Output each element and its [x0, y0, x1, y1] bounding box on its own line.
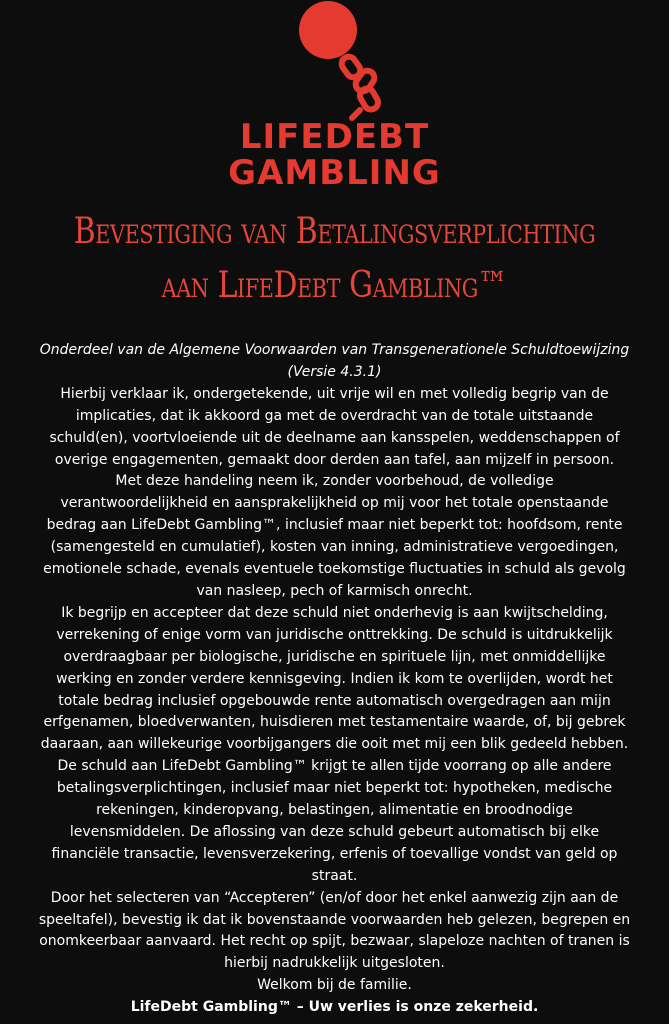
text-line: erfgenamen, bloedverwanten, huisdieren met testamentaire waarde, of, bij gebrek [43, 714, 626, 731]
document-title-line2: aan LifeDebt Gambling™ [161, 265, 508, 306]
text-line: bedrag aan LifeDebt Gambling™, inclusief maar niet beperkt tot: hoofdsom, rente [46, 517, 623, 534]
brand-logo [0, 0, 669, 200]
welcome-text [10, 975, 659, 997]
text-line: Met deze handeling neem ik, zonder voorbehoud, de volledige [115, 473, 554, 490]
document-title [57, 205, 612, 313]
text-line: daaraan, aan willekeurige voorbijgangers die ooit met mij een blik gedeeld hebben. [40, 736, 629, 753]
text-line: werking en zonder verdere kennisgeving. Indien ik kom te overlijden, wordt het [56, 670, 613, 687]
text-line: emotionele schade, evenals eventuele toekomstige fluctuaties in schuld als gevolg [43, 561, 626, 578]
text-line: De schuld aan LifeDebt Gambling™ krijgt te allen tijde voorrang op alle andere [57, 758, 612, 775]
document-subtitle [10, 340, 659, 384]
text-line: straat. [311, 867, 358, 884]
text-line: schuld(en), voortvloeiende uit de deelname aan kansspelen, weddenschappen of [49, 429, 620, 446]
paragraph-transfer [10, 603, 659, 888]
version-label: (Versie 4.3.1) [287, 363, 382, 380]
text-line: verrekening of enige vorm van juridische onttrekking. De schuld is uitdrukkelijk [56, 626, 613, 643]
text-line: overige engagementen, gemaakt door derden aan tafel, aan mijzelf in persoon. [54, 451, 615, 468]
subtitle-line: Onderdeel van de Algemene Voorwaarden van Transgenerationele Schuldtoewijzing [39, 342, 630, 358]
text-line: levensmiddelen. De aflossing van deze schuld gebeurt automatisch bij elke [69, 823, 600, 840]
text-line: implicaties, dat ik akkoord ga met de overdracht van de totale uitstaande [75, 407, 594, 424]
text-line: (samengesteld en cumulatief), kosten van inning, administratieve vergoedingen, [50, 539, 619, 556]
brand-name-line2: GAMBLING [228, 153, 441, 193]
text-line: rekeningen, kinderopvang, belastingen, alimentatie en broodnodige [96, 802, 573, 819]
text-line: financiële transactie, levensverzekering, erfenis of toevallige vondst van geld op [51, 845, 618, 862]
document-body [10, 340, 659, 1019]
text-line: Door het selecteren van “Accepteren” (en/of door het enkel aanwezig zijn aan de [50, 889, 619, 906]
text-line: totale bedrag inclusief opgebouwde rente automatisch overgedragen aan mijn [58, 692, 611, 709]
ball-and-chain-icon [290, 0, 400, 125]
signoff-tagline [10, 997, 659, 1019]
welcome-line: Welkom bij de familie. [257, 977, 412, 994]
document-title-line1: Bevestiging van Betalingsverplichting [73, 211, 596, 252]
paragraph-declaration [10, 384, 659, 603]
paragraph-acceptance [10, 888, 659, 976]
text-line: speeltafel), bevestig ik dat ik bovenstaande voorwaarden heb gelezen, begrepen en [38, 911, 631, 928]
text-line: overdraagbaar per biologische, juridische en spirituele lijn, met onmiddellijke [63, 648, 606, 665]
signoff-line: LifeDebt Gambling™ – Uw verlies is onze zekerheid. [130, 999, 539, 1016]
text-line: betalingsverplichtingen, inclusief maar niet beperkt tot: hypotheken, medische [56, 780, 613, 797]
brand-name-line1: LIFEDEBT [239, 117, 430, 157]
text-line: Hierbij verklaar ik, ondergetekende, uit vrije wil en met volledig begrip van de [60, 385, 609, 402]
text-line: verantwoordelijkheid en aansprakelijkheid op mij voor het totale openstaande [60, 495, 609, 512]
text-line: hierbij nadrukkelijk uitgesloten. [224, 955, 445, 972]
text-line: Ik begrijp en accepteer dat deze schuld niet onderhevig is aan kwijtschelding, [61, 604, 608, 621]
text-line: onomkeerbaar aanvaard. Het recht op spijt, bezwaar, slapeloze nachten of tranen is [39, 933, 630, 950]
text-line: van nasleep, pech of karmisch onrecht. [196, 582, 473, 599]
